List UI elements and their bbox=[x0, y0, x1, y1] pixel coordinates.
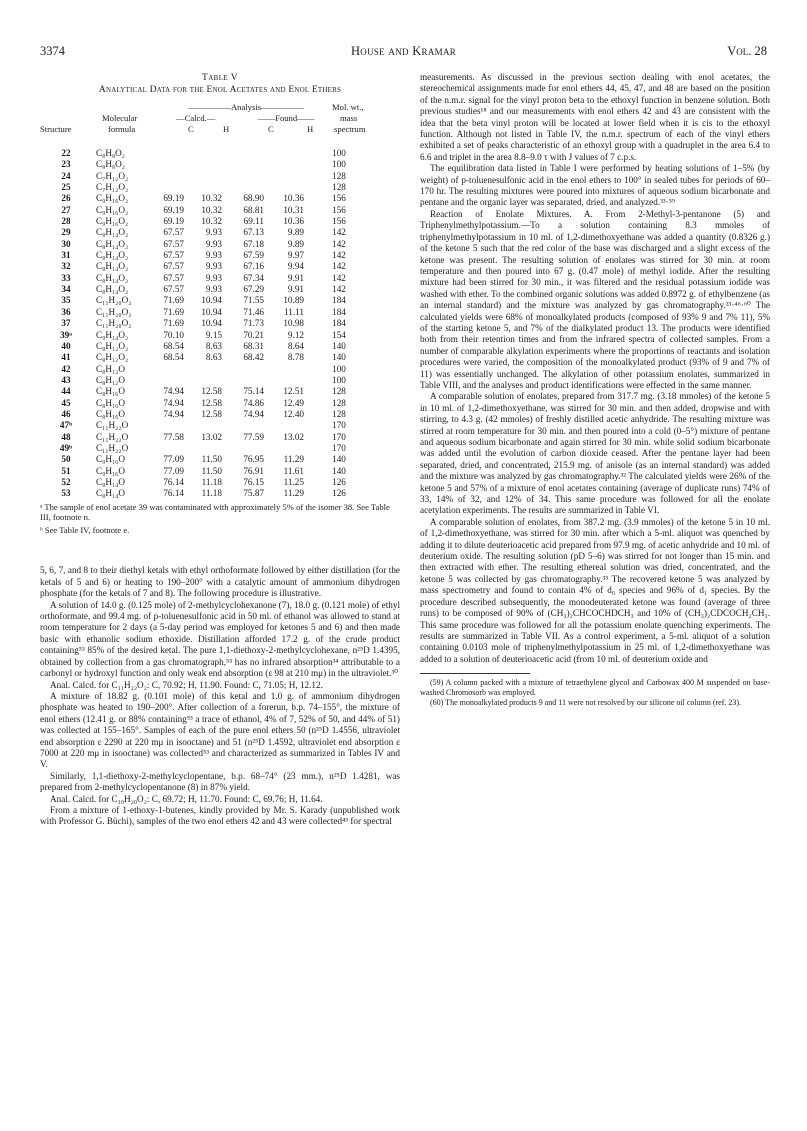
table-cell-calcd-h bbox=[184, 171, 222, 182]
header-molwt-1: Mol. wt., bbox=[332, 102, 364, 112]
table-cell-calcd-c: 69.19 bbox=[163, 193, 184, 204]
table-cell-found-c: 67.16 bbox=[243, 261, 264, 272]
table-cell-calcd-h: 12.58 bbox=[201, 386, 222, 397]
left-paragraph: Anal. Calcd. for C₁₁H₂₂O₂: C, 70.92; H, 11.90. Found: C, 71.05; H, 12.12. bbox=[50, 679, 323, 690]
table-cell-mol-wt: 128 bbox=[332, 397, 346, 408]
table-cell-formula: C₈H₁₄O₂ bbox=[96, 284, 129, 295]
right-paragraph: A comparable solution of enolates, prepared from 317.7 mg. (3.18 mmoles) of the ketone 5 in 10 ml. of 1,2-dimethoxyethane, was stirred for 30 min. and then added, dropwise and with stirring, to 4.3 g. (42 mmoles) of freshly distilled acetic anhydride. The resulting mixture was stirred at room temperature for 30 min. and then poured into a cold (0–5°) mixture of pentane and aqueous sodium bicarbonate and again stirred for 30 min. while solid sodium bicarbonate was added until the evolution of carbon dioxide ceased. After the pentane layer had been separated, dried, and concentrated, 215.9 mg. of anisole (as an internal standard) was added and the mixture was analyzed by gas chromatography.³² The calculated yields were 26% of the ketone 5 and 57% of a mixture of enol acetates containing (average of duplicate runs) 74% of 33, 14% of 32, and 12% of 34. This same procedure was followed for all the enolate acetylation experiments. The results are summarized in Table VI. bbox=[420, 391, 770, 516]
table-row bbox=[40, 477, 400, 488]
table-cell-calcd-h: 9.93 bbox=[205, 284, 222, 295]
table-row bbox=[40, 273, 400, 284]
table-cell-found-c: 76.95 bbox=[243, 454, 264, 465]
table-row bbox=[40, 318, 400, 329]
table-cell-mol-wt: 156 bbox=[332, 193, 346, 204]
table-cell-formula: C₁₁H₂₀O₂ bbox=[96, 306, 132, 317]
table-cell-formula: C₁₁H₂₂O bbox=[96, 431, 129, 442]
table-cell-calcd-h: 8.63 bbox=[205, 352, 222, 363]
header-h-found: H bbox=[307, 124, 314, 134]
table-cell-formula: C₁₁H₂₀O₂ bbox=[96, 318, 132, 329]
table-cell-calcd-h: 10.94 bbox=[201, 318, 222, 329]
table-cell-calcd-c: 68.54 bbox=[163, 340, 184, 351]
header-formula: formula bbox=[108, 124, 136, 134]
table-cell-mol-wt: 100 bbox=[332, 374, 346, 385]
table-cell-structure: 45 bbox=[61, 397, 71, 408]
table-cell-calcd-c bbox=[154, 443, 184, 454]
table-cell-formula: C₈H₈O₂ bbox=[96, 159, 126, 170]
table-cell-found-c: 68.42 bbox=[243, 352, 264, 363]
table-cell-mol-wt: 140 bbox=[332, 352, 346, 363]
table-cell-calcd-c: 69.19 bbox=[163, 204, 184, 215]
table-cell-calcd-h: 9.93 bbox=[205, 227, 222, 238]
table-cell-formula: C₈H₈O₂ bbox=[96, 148, 126, 158]
table-cell-found-c bbox=[222, 375, 264, 386]
table-row bbox=[40, 432, 400, 443]
table-cell-formula: C₁₁H₂₂O bbox=[96, 442, 129, 453]
table-cell-found-c bbox=[222, 171, 264, 182]
table-cell-formula: C₉H₁₆O bbox=[96, 454, 126, 465]
table-cell-calcd-c bbox=[154, 159, 184, 170]
running-title: House and Kramar bbox=[350, 44, 457, 58]
table-cell-formula: C₉H₁₆O₂ bbox=[96, 204, 129, 215]
table-cell-calcd-h: 13.02 bbox=[201, 431, 222, 442]
table-cell-mol-wt: 184 bbox=[332, 318, 346, 329]
table-cell-found-c bbox=[222, 159, 264, 170]
table-cell-calcd-h: 10.94 bbox=[201, 306, 222, 317]
footnote-divider bbox=[420, 673, 530, 674]
table-cell-structure: 52 bbox=[61, 476, 71, 487]
table-cell-structure: 34 bbox=[61, 284, 71, 295]
table-cell-mol-wt: 128 bbox=[332, 408, 346, 419]
table-cell-mol-wt: 140 bbox=[332, 465, 346, 476]
table-cell-structure: 31 bbox=[61, 250, 71, 261]
table-cell-found-c: 67.13 bbox=[243, 227, 264, 238]
table-cell-found-c: 71.55 bbox=[243, 295, 264, 306]
table-cell-calcd-c: 69.19 bbox=[163, 216, 184, 227]
table-row bbox=[40, 364, 400, 375]
table-cell-found-h: 11.29 bbox=[283, 488, 304, 499]
table-cell-calcd-h: 11.50 bbox=[201, 454, 222, 465]
table-cell-found-c: 75.87 bbox=[243, 488, 264, 499]
header-c-calcd: C bbox=[188, 124, 194, 134]
table-cell-structure: 37 bbox=[61, 318, 71, 329]
table-cell-calcd-c: 74.94 bbox=[163, 397, 184, 408]
table-cell-found-h bbox=[264, 148, 304, 159]
table-cell-structure: 22 bbox=[61, 148, 71, 158]
table-cell-structure: 50 bbox=[61, 454, 71, 465]
table-cell-found-h: 9.97 bbox=[287, 250, 304, 261]
left-paragraph: From a mixture of 1-ethoxy-1-butenes, kindly provided by Mr. S. Karady (unpublished work with Professor G. Büchi), samples of the two enol ethers 42 and 43 were collected⁴³ for spectral bbox=[40, 804, 400, 827]
table-cell-mol-wt: 142 bbox=[332, 238, 346, 249]
table-cell-structure: 44 bbox=[61, 386, 71, 397]
header-calcd: —Calcd.— bbox=[176, 113, 216, 123]
table-cell-found-h: 8.78 bbox=[287, 352, 304, 363]
table-row bbox=[40, 398, 400, 409]
table-cell-mol-wt: 140 bbox=[332, 340, 346, 351]
table-cell-formula: C₈H₁₄O₂ bbox=[96, 238, 129, 249]
table-cell-structure: 32 bbox=[61, 261, 71, 272]
table-row bbox=[40, 261, 400, 272]
table-cell-found-h: 10.36 bbox=[283, 216, 304, 227]
table-cell-structure: 48 bbox=[61, 431, 71, 442]
table-cell-mol-wt: 142 bbox=[332, 284, 346, 295]
table-cell-structure: 53 bbox=[61, 488, 71, 499]
table-cell-calcd-h bbox=[184, 443, 222, 454]
header-molwt-2: mass bbox=[340, 113, 358, 123]
table-cell-found-h: 11.61 bbox=[283, 465, 304, 476]
table-cell-structure: 35 bbox=[61, 295, 71, 306]
left-column bbox=[40, 72, 400, 828]
table-cell-formula: C₈H₁₄O₂ bbox=[96, 250, 129, 261]
table-cell-found-h: 10.98 bbox=[283, 318, 304, 329]
table-row bbox=[40, 239, 400, 250]
table-cell-found-h bbox=[264, 182, 304, 193]
table-cell-found-c bbox=[222, 148, 264, 159]
table-cell-structure: 29 bbox=[61, 227, 71, 238]
table-cell-found-c: 67.29 bbox=[243, 284, 264, 295]
table-cell-calcd-h: 11.18 bbox=[201, 476, 222, 487]
table-cell-calcd-h bbox=[184, 159, 222, 170]
table-cell-found-h: 9.89 bbox=[287, 238, 304, 249]
table-cell-mol-wt: 170 bbox=[332, 442, 346, 453]
left-paragraph: A solution of 14.0 g. (0.125 mole) of 2-methylcyclohexanone (7), 18.0 g. (0.121 mole) of ethyl orthoformate, and 99.4 mg. of p-toluenesulfonic acid in 50 ml. of ethanol was allowed to stand at room temperature for 2 days (a 5-day period was employed for ketones 5 and 6) and then made basic with ethanolic sodium ethoxide. Distillation afforded 17.2 g. of the crude product containing⁵³ 85% of the desired ketal. The pure 1,1-diethoxy-2-methylcyclohexane, n²⁵D 1.4395, obtained by collection from a gas chromatograph,⁵³ has no infrared absorption³⁴ attributable to a carbonyl or hydroxyl function and only weak end absorption (ε 98 at 210 mμ) in the ultraviolet.³⁰ bbox=[40, 599, 400, 679]
table-cell-calcd-c bbox=[154, 148, 184, 159]
table-footnote-a: ᵃ The sample of enol acetate 39 was contaminated with approximately 5% of the isomer 38. See Table III, footnote n. bbox=[40, 501, 390, 523]
table-cell-calcd-c: 67.57 bbox=[163, 261, 184, 272]
table-cell-formula: C₈H₁₆O bbox=[96, 386, 126, 397]
table-cell-mol-wt: 142 bbox=[332, 272, 346, 283]
table-cell-found-h: 11.25 bbox=[283, 476, 304, 487]
footnote-60: (60) The monoalkylated products 9 and 11 were not resolved by our silicone oil column (ref. 23). bbox=[430, 698, 742, 708]
table-row bbox=[40, 148, 400, 159]
table-row bbox=[40, 386, 400, 397]
table-cell-found-c: 75.14 bbox=[243, 386, 264, 397]
table-cell-mol-wt: 100 bbox=[332, 363, 346, 374]
table-cell-found-h: 9.91 bbox=[287, 284, 304, 295]
table-body bbox=[40, 148, 400, 500]
table-row bbox=[40, 454, 400, 465]
table-cell-structure: 46 bbox=[61, 408, 71, 419]
table-cell-mol-wt: 184 bbox=[332, 306, 346, 317]
table-cell-calcd-c: 76.14 bbox=[163, 488, 184, 499]
table-cell-structure: 43 bbox=[61, 374, 71, 385]
header-molecular: Molecular bbox=[102, 113, 138, 123]
table-cell-structure: 47ᵇ bbox=[59, 420, 73, 431]
table-row bbox=[40, 295, 400, 306]
table-row bbox=[40, 420, 400, 431]
table-cell-found-c: 71.46 bbox=[243, 306, 264, 317]
table-cell-calcd-c: 67.57 bbox=[163, 272, 184, 283]
table-cell-found-c: 70.21 bbox=[243, 329, 264, 340]
table-row bbox=[40, 171, 400, 182]
table-cell-structure: 36 bbox=[61, 306, 71, 317]
table-cell-calcd-h: 9.93 bbox=[205, 272, 222, 283]
table-cell-calcd-c: 77.09 bbox=[163, 465, 184, 476]
table-cell-mol-wt: 128 bbox=[332, 386, 346, 397]
table-cell-formula: C₈H₁₂O bbox=[96, 374, 126, 385]
header-structure: Structure bbox=[40, 124, 72, 134]
table-cell-calcd-h: 12.58 bbox=[201, 408, 222, 419]
table-cell-calcd-h: 9.93 bbox=[205, 261, 222, 272]
table-cell-calcd-h: 9.93 bbox=[205, 250, 222, 261]
table-cell-calcd-c: 67.57 bbox=[163, 227, 184, 238]
table-cell-found-c: 67.18 bbox=[243, 238, 264, 249]
table-cell-found-h: 12.51 bbox=[283, 386, 304, 397]
table-cell-found-h bbox=[264, 443, 304, 454]
table-cell-calcd-h: 11.18 bbox=[201, 488, 222, 499]
table-cell-found-c: 71.73 bbox=[243, 318, 264, 329]
table-row bbox=[40, 216, 400, 227]
table-cell-calcd-c bbox=[154, 364, 184, 375]
table-row bbox=[40, 284, 400, 295]
table-cell-mol-wt: 170 bbox=[332, 420, 346, 431]
table-cell-calcd-h bbox=[184, 420, 222, 431]
table-row bbox=[40, 352, 400, 363]
table-row bbox=[40, 205, 400, 216]
table-row bbox=[40, 466, 400, 477]
table-row bbox=[40, 375, 400, 386]
table-cell-structure: 39ᵃ bbox=[60, 329, 72, 340]
table-cell-calcd-c: 68.54 bbox=[163, 352, 184, 363]
table-cell-formula: C₉H₁₆O₂ bbox=[96, 193, 129, 204]
table-row bbox=[40, 307, 400, 318]
left-paragraph: Similarly, 1,1-diethoxy-2-methylcyclopentane, b.p. 68–74° (23 mm.), n²⁵D 1.4281, was prepared from 2-methylcyclopentanone (8) in 87% yield. bbox=[40, 770, 400, 793]
right-paragraph: A comparable solution of enolates, from 387.2 mg. (3.9 mmoles) of the ketone 5 in 10 ml. of 1,2-dimethoxyethane, was stirred for 30 min. after which a 5-ml. aliquot was quenched by adding it to dilute deuterioacetic acid prepared from 97.9 mg. of acetic anhydride and 10 ml. of deuterium oxide. The resulting solution (pD 5–6) was stirred for not longer than 15 min. and then extracted with ether. The resulting ethereal solution was dried, concentrated, and the ketone 5 was collected by gas chromatography.³³ The recovered ketone 5 was analyzed by mass spectrometry and found to contain 4% of d₀ species and 96% of d₁ species. By the procedure described subsequently, the monodeuterated ketone was found (average of three runs) to be composed of 90% of (CH₃)₂CHCOCHDCH₃ and 10% of (CH₃)₂CDCOCH₂CH₃. This same procedure was followed for all the potassium enolate quenching experiments. The results are summarized in Table VII. As a control experiment, a 5-ml. aliquot of a solution containing 0.0103 mole of triphenylmethylpotassium in 25 ml. of 1,2-dimethoxyethane was added to a solution of deuterioacetic acid (from 10 ml. of deuterium oxide and bbox=[420, 516, 770, 664]
table-cell-found-c: 76.15 bbox=[243, 476, 264, 487]
table-row bbox=[40, 409, 400, 420]
table-cell-mol-wt: 156 bbox=[332, 216, 346, 227]
table-footnote-b: ᵇ See Table IV, footnote e. bbox=[40, 524, 130, 535]
table-cell-found-h bbox=[264, 171, 304, 182]
header-c-found: C bbox=[268, 124, 274, 134]
table-cell-structure: 24 bbox=[61, 170, 71, 181]
table-cell-calcd-c bbox=[154, 182, 184, 193]
table-cell-found-c: 67.59 bbox=[243, 250, 264, 261]
table-cell-formula: C₈H₁₄O bbox=[96, 476, 126, 487]
table-cell-calcd-c: 76.14 bbox=[163, 476, 184, 487]
table-cell-calcd-c: 71.69 bbox=[163, 306, 184, 317]
table-cell-calcd-c: 77.09 bbox=[163, 454, 184, 465]
right-column bbox=[420, 72, 770, 708]
header-analysis: —————Analysis————— bbox=[188, 102, 305, 112]
table-row bbox=[40, 443, 400, 454]
table-header bbox=[40, 102, 400, 148]
table-cell-found-c: 68.31 bbox=[243, 340, 264, 351]
table-cell-mol-wt: 156 bbox=[332, 204, 346, 215]
table-cell-calcd-c: 67.57 bbox=[163, 238, 184, 249]
table-cell-structure: 30 bbox=[61, 238, 71, 249]
table-cell-calcd-c: 77.58 bbox=[163, 431, 184, 442]
table-cell-structure: 28 bbox=[61, 216, 71, 227]
table-cell-found-h: 9.12 bbox=[287, 329, 304, 340]
table-row bbox=[40, 182, 400, 193]
table-cell-formula: C₈H₁₄O bbox=[96, 488, 126, 499]
table-cell-mol-wt: 128 bbox=[332, 170, 346, 181]
table-cell-formula: C₉H₁₆O₂ bbox=[96, 216, 129, 227]
table-row bbox=[40, 330, 400, 341]
table-cell-found-c: 77.59 bbox=[243, 431, 264, 442]
table-cell-found-c bbox=[222, 182, 264, 193]
table-cell-structure: 27 bbox=[61, 204, 71, 215]
table-title: Analytical Data for the Enol Acetates and Enol Ethers bbox=[98, 85, 342, 95]
table-cell-formula: C₈H₁₄O₂ bbox=[96, 272, 129, 283]
table-cell-structure: 41 bbox=[61, 352, 71, 363]
table-cell-calcd-h: 10.32 bbox=[201, 216, 222, 227]
table-cell-structure: 51 bbox=[61, 465, 71, 476]
table-cell-calcd-h bbox=[184, 364, 222, 375]
table-row bbox=[40, 159, 400, 170]
table-cell-formula: C₈H₁₄O₂ bbox=[96, 261, 129, 272]
table-cell-calcd-h: 10.94 bbox=[201, 295, 222, 306]
table-cell-calcd-h: 12.58 bbox=[201, 397, 222, 408]
table-cell-calcd-h bbox=[184, 182, 222, 193]
table-cell-found-c: 74.94 bbox=[243, 408, 264, 419]
table-cell-found-h bbox=[264, 364, 304, 375]
table-cell-formula: C₇H₁₂O₂ bbox=[96, 182, 129, 193]
table-cell-found-c bbox=[222, 443, 264, 454]
table-cell-formula: C₁₁H₂₀O₂ bbox=[96, 295, 132, 306]
table-cell-mol-wt: 142 bbox=[332, 227, 346, 238]
table-cell-calcd-c: 67.57 bbox=[163, 250, 184, 261]
table-cell-formula: C₉H₁₄O₂ bbox=[96, 329, 129, 340]
table-cell-found-c: 68.81 bbox=[243, 204, 264, 215]
table-cell-formula: C₈H₁₄O₂ bbox=[96, 227, 129, 238]
table-cell-calcd-c bbox=[154, 171, 184, 182]
table-cell-found-h: 8.64 bbox=[287, 340, 304, 351]
table-cell-structure: 33 bbox=[61, 272, 71, 283]
table-cell-calcd-h: 9.93 bbox=[205, 238, 222, 249]
table-cell-mol-wt: 142 bbox=[332, 261, 346, 272]
table-cell-structure: 23 bbox=[61, 159, 71, 170]
table-cell-mol-wt: 170 bbox=[332, 431, 346, 442]
table-cell-calcd-c: 67.57 bbox=[163, 284, 184, 295]
header-h-calcd: H bbox=[223, 124, 230, 134]
table-cell-calcd-h: 10.32 bbox=[201, 193, 222, 204]
right-paragraph: The equilibration data listed in Table I were performed by heating solutions of 1–5% (by weight) of p-toluenesulfonic acid in the enol ethers to 100° in sealed tubes for periods of 60–170 hr. The resulting mixtures were poured into mixtures of aqueous sodium bicarbonate and pentane and the organic layer was separated, dried, and analyzed.³³·⁵⁹ bbox=[420, 163, 770, 208]
table-cell-structure: 26 bbox=[61, 193, 71, 204]
table-cell-mol-wt: 140 bbox=[332, 454, 346, 465]
page-number: 3374 bbox=[40, 44, 65, 58]
table-row bbox=[40, 193, 400, 204]
table-cell-found-h: 9.89 bbox=[287, 227, 304, 238]
table-cell-calcd-h: 8.63 bbox=[205, 340, 222, 351]
table-cell-structure: 40 bbox=[61, 340, 71, 351]
table-cell-found-h: 10.89 bbox=[283, 295, 304, 306]
table-cell-found-h: 11.11 bbox=[284, 306, 304, 317]
right-paragraph: measurements. As discussed in the previous section dealing with enol acetates, the stereochemical assignments made for enol ethers 44, 45, 47, and 48 are based on the position of the n.m.r. signal for the vinyl proton beta to the ethoxyl function in benzene solution. Both previous studies¹⁸ and our measurements with enol ethers 42 and 43 are consistent with the idea that the beta vinyl proton will be located at lower field when it is cis to the ethoxyl function. Although not listed in Table IV, the n.m.r. spectrum of each of the vinyl ethers exhibited a set of peaks characteristic of an ethoxyl group with a quadruplet in the area 6.4 to 6.6 and triplet in the area 8.8–9.0 τ with J values of 7 c.p.s. bbox=[420, 72, 770, 162]
table-cell-formula: C₈H₁₂O₂ bbox=[96, 340, 129, 351]
table-cell-mol-wt: 154 bbox=[332, 329, 346, 340]
header-molwt-3: spectrum bbox=[334, 124, 366, 134]
table-cell-found-h: 9.91 bbox=[287, 272, 304, 283]
footnote-59: (59) A column packed with a mixture of tetraethylene glycol and Carbowax 400 M suspended on base-washed Chromosorb was employed. bbox=[420, 678, 770, 698]
table-cell-found-c: 76.91 bbox=[243, 465, 264, 476]
table-cell-calcd-h: 9.15 bbox=[205, 329, 222, 340]
table-cell-found-h bbox=[264, 420, 304, 431]
table-cell-calcd-c: 71.69 bbox=[163, 295, 184, 306]
table-row bbox=[40, 341, 400, 352]
table-cell-mol-wt: 126 bbox=[332, 476, 346, 487]
table-cell-found-c: 67.34 bbox=[243, 272, 264, 283]
table-cell-found-c: 74.86 bbox=[243, 397, 264, 408]
table-cell-formula: C₈H₁₂O bbox=[96, 363, 126, 374]
table-caption bbox=[40, 72, 400, 96]
table-cell-found-h bbox=[264, 375, 304, 386]
table-cell-calcd-h bbox=[184, 148, 222, 159]
table-cell-calcd-h: 10.32 bbox=[201, 204, 222, 215]
table-cell-found-h: 12.49 bbox=[283, 397, 304, 408]
table-label: Table V bbox=[202, 73, 238, 83]
page-header bbox=[40, 44, 767, 60]
table-cell-found-h: 10.36 bbox=[283, 193, 304, 204]
volume-label: Vol. 28 bbox=[727, 44, 767, 58]
table-cell-found-c bbox=[222, 420, 264, 431]
table-row bbox=[40, 488, 400, 499]
table-cell-formula: C₁₁H₂₂O bbox=[96, 420, 129, 431]
table-cell-found-h: 12.40 bbox=[283, 408, 304, 419]
table-cell-structure: 25 bbox=[61, 182, 71, 193]
table-row bbox=[40, 227, 400, 238]
table-cell-mol-wt: 142 bbox=[332, 250, 346, 261]
table-cell-formula: C₈H₁₆O bbox=[96, 397, 126, 408]
left-paragraph: Anal. Calcd. for C₁₀H₂₀O₂: C, 69.72; H, 11.70. Found: C, 69.76; H, 11.64. bbox=[50, 793, 323, 804]
right-paragraph: Reaction of Enolate Mixtures. A. From 2-Methyl-3-pentanone (5) and Triphenylmethylpotassium.—To a solution containing 8.3 mmoles of triphenylmethylpotassium in 10 ml. of 1,2-dimethoxyethane was added a quantity (0.8326 g.) of the ketone 5 such that the red color of the base was discharged and a slight excess of the ketone was present. The resulting solution of enolates was stirred for 30 min. at room temperature and then poured into 67 g. (0.47 mole) of methyl iodide. After the resulting mixture had been stirred for 30 min., it was filtered and the residual potassium iodide was washed with ether. To the combined organic solutions was added 0.8972 g. of ethylbenzene (as an internal standard) and the mixture was analyzed by gas chromatography.²³·⁴⁶·⁶⁰ The calculated yields were 68% of monoalkylated products (composed of 93% 9 and 7% 11), 5% of the starting ketone 5, and 7% of the dialkylated product 13. The products were identified both from their retention times and from the infrared spectra of collected samples. From a number of comparable alkylation experiments where the proportions of reactants and isolation procedures were varied, the composition of the monoalkylated product (93% of 9 and 7% of 11) was essentially unchanged. The alkylation of other potassium enolates, summarized in Table VIII, and the analyses and product identifications were effected in the same manner. bbox=[420, 208, 770, 390]
table-row bbox=[40, 250, 400, 261]
table-cell-formula: C₈H₁₆O bbox=[96, 408, 126, 419]
table-cell-found-h: 13.02 bbox=[283, 431, 304, 442]
table-cell-calcd-c: 70.10 bbox=[163, 329, 184, 340]
table-cell-calcd-c: 71.69 bbox=[163, 318, 184, 329]
table-cell-found-c: 68.90 bbox=[243, 193, 264, 204]
table-cell-structure: 49ᵇ bbox=[59, 442, 73, 453]
table-cell-structure: 42 bbox=[61, 363, 71, 374]
table-cell-found-c: 69.11 bbox=[243, 216, 264, 227]
table-cell-mol-wt: 100 bbox=[332, 148, 346, 158]
table-cell-calcd-c: 74.94 bbox=[163, 386, 184, 397]
table-cell-calcd-c bbox=[154, 420, 184, 431]
table-cell-mol-wt: 126 bbox=[332, 488, 346, 499]
table-cell-mol-wt: 184 bbox=[332, 295, 346, 306]
table-cell-calcd-h: 11.50 bbox=[201, 465, 222, 476]
table-cell-formula: C₉H₁₆O bbox=[96, 465, 126, 476]
header-found: ——Found—— bbox=[258, 113, 315, 123]
table-cell-formula: C₈H₁₂O₂ bbox=[96, 352, 129, 363]
table-cell-found-h bbox=[264, 159, 304, 170]
table-cell-mol-wt: 128 bbox=[332, 182, 346, 193]
table-cell-calcd-c: 74.94 bbox=[163, 408, 184, 419]
table-cell-calcd-h bbox=[184, 375, 222, 386]
left-paragraph: 5, 6, 7, and 8 to their diethyl ketals with ethyl orthoformate followed by either distillation (for the ketals of 5 and 6) or heating to 190–200° with a catalytic amount of ammonium dihydrogen phosphate (for the ketals of 7 and 8). The following procedure is illustrative. bbox=[40, 565, 400, 599]
table-cell-mol-wt: 100 bbox=[332, 159, 346, 170]
table-cell-found-h: 10.31 bbox=[283, 204, 304, 215]
table-cell-calcd-c bbox=[154, 375, 184, 386]
table-cell-found-c bbox=[222, 364, 264, 375]
table-cell-found-h: 9.94 bbox=[287, 261, 304, 272]
left-paragraph: A mixture of 18.82 g. (0.101 mole) of this ketal and 1.0 g. of ammonium dihydrogen phosphate was heated to 190–200°. After collection of a forerun, b.p. 74–155°, the mixture of enol ethers (12.41 g. or 88% containing⁵³ a trace of ethanol, 4% of 7, 52% of 50, and 44% of 51) was collected at 155–165°. Samples of each of the pure enol ethers 50 (n²⁵D 1.4556, ultraviolet end absorption ε 2290 at 220 mμ in isooctane) and 51 (n²⁵D 1.4592, ultraviolet end absorption ε 7000 at 220 mμ in isooctane) was collected⁵³ and characterized as summarized in Tables IV and V. bbox=[40, 690, 400, 770]
table-cell-formula: C₇H₁₂O₂ bbox=[96, 170, 129, 181]
table-cell-found-h: 11.29 bbox=[283, 454, 304, 465]
